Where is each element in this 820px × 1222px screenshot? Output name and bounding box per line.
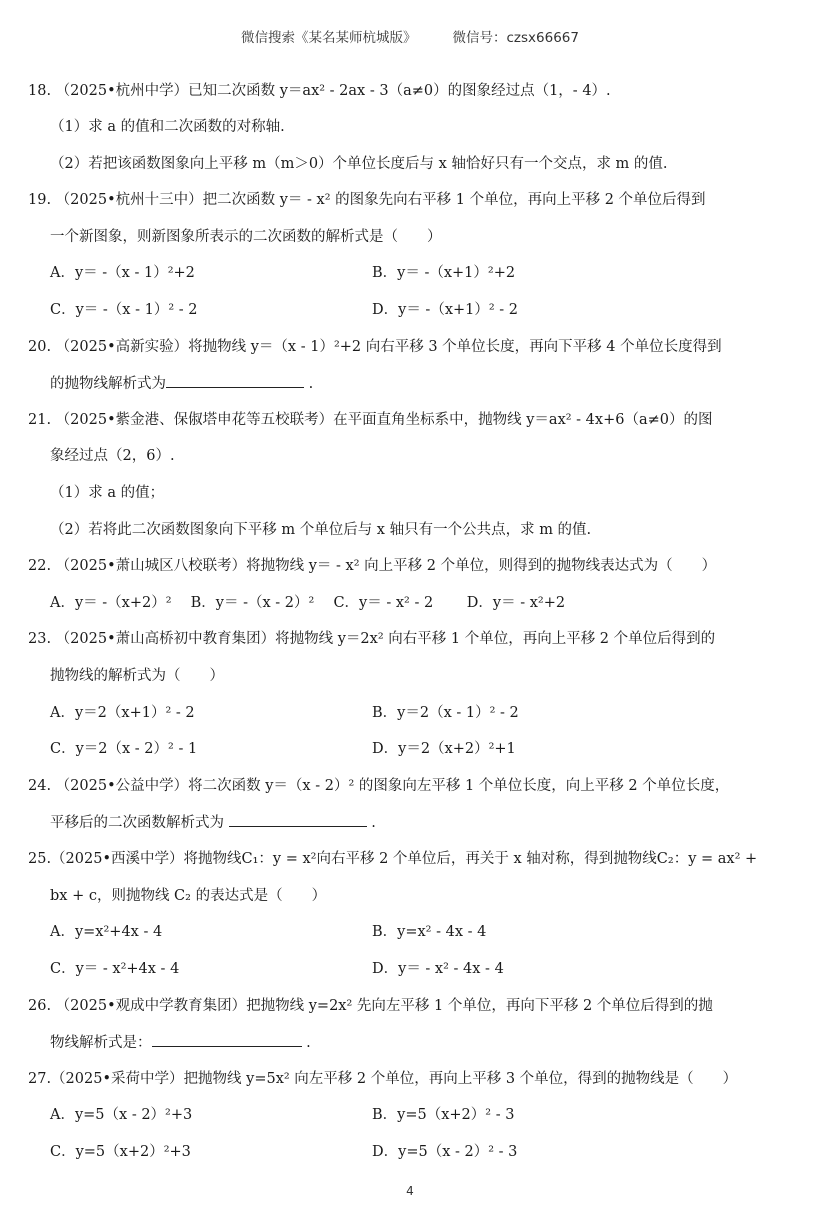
page-number: 4 — [406, 1184, 414, 1198]
question-27-stem: 27.（2025•采荷中学）把抛物线 y=5x² 向左平移 2 个单位，再向上平移 3 个单位，得到的抛物线是（ ） — [28, 1071, 738, 1087]
question-27-option-a: A．y=5（x ‑ 2）²+3 — [50, 1107, 193, 1123]
question-19-option-a: A．y＝ ‑（x ‑ 1）²+2 — [50, 265, 195, 281]
question-23-option-c: C．y＝2（x ‑ 2）² ‑ 1 — [50, 741, 198, 757]
header-right: 微信号：czsx66667 — [452, 30, 579, 46]
question-20-text: 的抛物线解析式为 — [50, 376, 166, 392]
question-21-part-2: （2）若将此二次函数图象向下平移 m 个单位后与 x 轴只有一个公共点，求 m 的值. — [50, 522, 592, 538]
question-19-option-d: D．y＝ ‑（x+1）² ‑ 2 — [372, 302, 519, 318]
question-20-tail: . — [304, 376, 314, 392]
question-23-option-d: D．y＝2（x+2）²+1 — [372, 741, 516, 757]
question-21-stem: 21. （2025•紫金港、保俶塔申花等五校联考）在平面直角坐标系中，抛物线 y＝ax² ‑ 4x+6（a≠0）的图 — [28, 412, 713, 428]
question-20-stem-cont — [50, 373, 313, 394]
question-23-stem: 23. （2025•萧山高桥初中教育集团）将抛物线 y＝2x² 向右平移 1 个单位，再向上平移 2 个单位后得到的 — [28, 631, 716, 647]
question-18-part-1: （1）求 a 的值和二次函数的对称轴. — [50, 119, 285, 135]
question-26-text: 物线解析式是： — [50, 1035, 152, 1051]
question-26-stem-cont — [50, 1032, 311, 1053]
question-22-options: A．y＝ ‑（x+2）² B．y＝ ‑（x ‑ 2）² C．y＝ ‑ x² ‑ 2 D．y＝ ‑ x²+2 — [50, 595, 566, 611]
question-25-option-d: D．y＝ ‑ x² ‑ 4x ‑ 4 — [372, 961, 504, 977]
question-24-tail: . — [366, 815, 376, 831]
question-25-option-c: C．y＝ ‑ x²+4x ‑ 4 — [50, 961, 180, 977]
question-27-option-c: C．y=5（x+2）²+3 — [50, 1144, 191, 1160]
question-26-tail: . — [301, 1035, 311, 1051]
question-27-option-b: B．y=5（x+2）² ‑ 3 — [372, 1107, 515, 1123]
answer-blank — [229, 812, 367, 827]
question-26-stem: 26. （2025•观成中学教育集团）把抛物线 y=2x² 先向左平移 1 个单位，再向下平移 2 个单位后得到的抛 — [28, 998, 713, 1014]
question-19-option-b: B．y＝ ‑（x+1）²+2 — [372, 265, 516, 281]
answer-blank — [152, 1032, 302, 1047]
question-18-part-2: （2）若把该函数图象向上平移 m（m＞0）个单位长度后与 x 轴恰好只有一个交点，求 m 的值. — [50, 156, 668, 172]
question-24-stem: 24. （2025•公益中学）将二次函数 y＝（x ‑ 2）² 的图象向左平移 1 个单位长度，向上平移 2 个单位长度， — [28, 778, 730, 794]
question-23-option-b: B．y＝2（x ‑ 1）² ‑ 2 — [372, 705, 519, 721]
question-25-option-b: B．y=x² ‑ 4x ‑ 4 — [372, 924, 487, 940]
question-24-text: 平移后的二次函数解析式为 — [50, 815, 229, 831]
question-25-stem: 25.（2025•西溪中学）将抛物线C₁：y = x²向右平移 2 个单位后，再关于 x 轴对称，得到抛物线C₂：y = ax² + — [28, 851, 758, 867]
question-19-stem: 19. （2025•杭州十三中）把二次函数 y＝ ‑ x² 的图象先向右平移 1 个单位，再向上平移 2 个单位后得到 — [28, 192, 706, 208]
question-23-option-a: A．y＝2（x+1）² ‑ 2 — [50, 705, 195, 721]
question-18-stem: 18. （2025•杭州中学）已知二次函数 y＝ax² ‑ 2ax ‑ 3（a≠0）的图象经过点（1，‑ 4）. — [28, 83, 611, 99]
question-25-stem-cont: bx + c，则抛物线 C₂ 的表达式是（ ） — [50, 888, 327, 904]
question-22-stem: 22. （2025•萧山城区八校联考）将抛物线 y＝ ‑ x² 向上平移 2 个单位，则得到的抛物线表达式为（ ） — [28, 558, 717, 574]
question-19-stem-cont: 一个新图象，则新图象所表示的二次函数的解析式是（ ） — [50, 229, 442, 245]
question-25-option-a: A．y=x²+4x ‑ 4 — [50, 924, 163, 940]
question-24-stem-cont — [50, 812, 376, 833]
question-23-stem-cont: 抛物线的解析式为（ ） — [50, 668, 224, 684]
question-19-option-c: C．y＝ ‑（x ‑ 1）² ‑ 2 — [50, 302, 198, 318]
question-20-stem: 20. （2025•高新实验）将抛物线 y＝（x ‑ 1）²+2 向右平移 3 个单位长度，再向下平移 4 个单位长度得到 — [28, 339, 722, 355]
header-left: 微信搜索《某名某师杭城版》 — [241, 30, 417, 46]
question-27-option-d: D．y=5（x ‑ 2）² ‑ 3 — [372, 1144, 518, 1160]
answer-blank — [166, 373, 304, 388]
question-21-stem-cont: 象经过点（2，6）. — [50, 448, 175, 464]
question-21-part-1: （1）求 a 的值； — [50, 485, 165, 501]
